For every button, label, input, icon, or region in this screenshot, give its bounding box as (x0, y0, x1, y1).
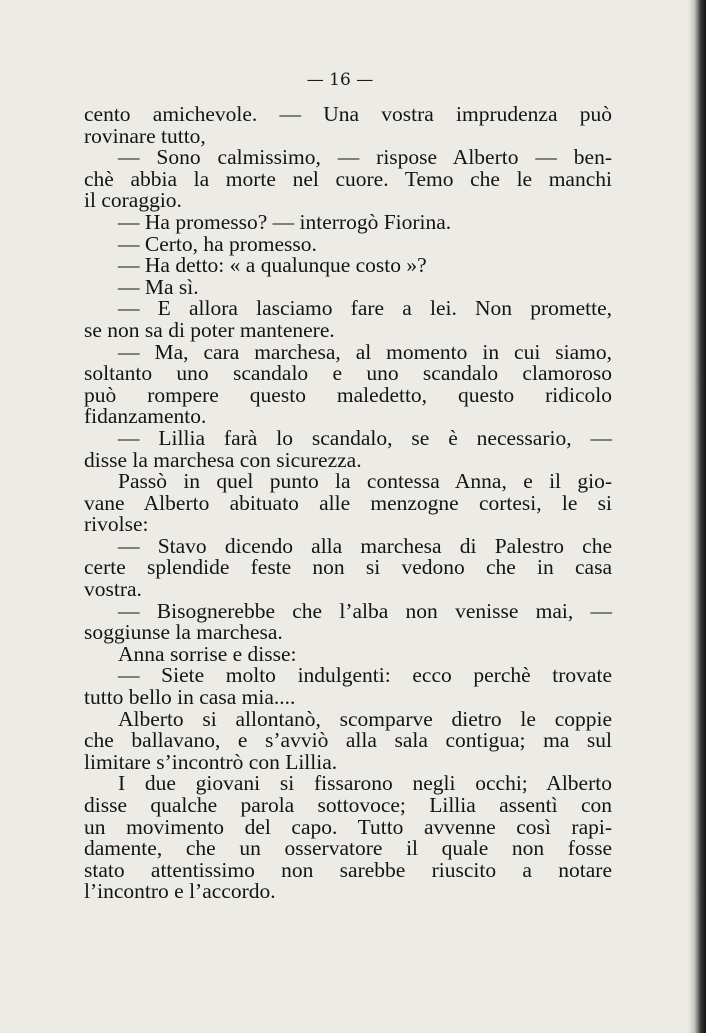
text-line: stato attentissimo non sarebbe riuscito a notare (84, 857, 612, 882)
text-line: cento amichevole. — Una vostra imprudenza può (84, 102, 612, 126)
text-line: — Siete molto indulgenti: ecco perchè trovate (118, 663, 612, 688)
text-line: che ballavano, e s’avviò alla sala contigua; ma sul (84, 728, 612, 753)
text-line: damente, che un osservatore il quale non fosse (84, 836, 612, 861)
text-line: vane Alberto abituato alle menzogne cortesi, le si (84, 490, 612, 515)
text-line: — Ma, cara marchesa, al momento in cui siamo, (118, 339, 612, 364)
text-line: — Bisognerebbe che l’alba non venisse mai, — (118, 598, 612, 623)
text-line: disse la marchesa con sicurezza. (84, 447, 362, 472)
text-line: vostra. (84, 577, 142, 602)
text-line: — Stavo dicendo alla marchesa di Palestro che (118, 533, 612, 558)
text-line: — Ha detto: « a qualunque costo »? (118, 253, 427, 278)
text-line: — E allora lasciamo fare a lei. Non promette, (118, 296, 612, 321)
text-line: un movimento del capo. Tutto avvenne così rapi- (84, 814, 612, 839)
text-line: Passò in quel punto la contessa Anna, e il gio- (118, 469, 612, 494)
text-line: limitare s’incontrò con Lillia. (84, 749, 338, 774)
text-line: se non sa di poter mantenere. (84, 317, 335, 342)
text-line: il coraggio. (84, 188, 182, 213)
text-line: disse qualche parola sottovoce; Lillia assentì con (84, 793, 612, 817)
text-line: Anna sorrise e disse: (118, 641, 297, 666)
binding-edge (688, 0, 706, 1033)
text-line: — Ha promesso? — interrogò Fiorina. (118, 209, 452, 234)
text-line: — Ma sì. (118, 274, 199, 299)
page-number: — 16 — (306, 70, 374, 90)
text-line: — Lillia farà lo scandalo, se è necessario, — (118, 425, 612, 450)
text-line: chè abbia la morte nel cuore. Temo che le manchi (84, 166, 612, 191)
text-line: tutto bello in casa mia.... (84, 685, 296, 710)
text-line: può rompere questo maledetto, questo ridicolo (84, 382, 612, 407)
body-text (84, 104, 612, 903)
text-line: certe splendide feste non si vedono che in casa (84, 555, 612, 580)
text-line: rovinare tutto, (84, 123, 206, 148)
text-line: soggiunse la marchesa. (84, 620, 283, 645)
text-line: Alberto si allontanò, scomparve dietro le coppie (118, 706, 612, 731)
text-line: fidanzamento. (84, 404, 207, 429)
text-line: l’incontro e l’accordo. (84, 879, 276, 904)
text-line: soltanto uno scandalo e uno scandalo clamoroso (84, 361, 612, 386)
text-line: — Sono calmissimo, — rispose Alberto — ben- (118, 145, 612, 170)
text-line: rivolse: (84, 512, 149, 537)
text-line: I due giovani si fissarono negli occhi; Alberto (118, 771, 612, 796)
text-line: — Certo, ha promesso. (118, 231, 317, 256)
